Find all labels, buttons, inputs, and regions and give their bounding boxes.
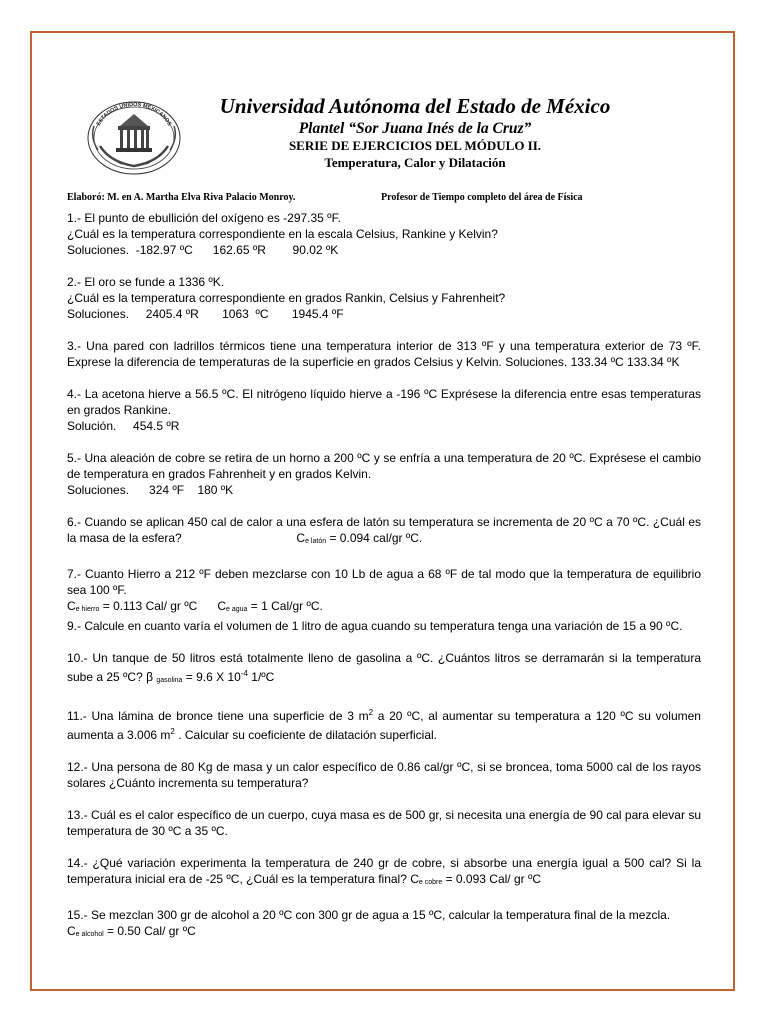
exercise-15	[67, 907, 701, 943]
author-elaboro: Elaboró: M. en A. Martha Elva Riva Palacio Monroy.	[67, 192, 296, 203]
exercise-11: 11.- Una lámina de bronce tiene una superficie de 3 $m^2$ a 20 ºC, al aumentar su temperatura a 120 ºC su volumen aumenta a 3.006 $m^2$ . Calcular su coeficiente de dilatación superficial.	[67, 708, 701, 742]
series-title: SERIE DE EJERCICIOS DEL MÓDULO II.	[288, 138, 542, 153]
university-title: Universidad Autónoma del Estado de México	[219, 94, 611, 118]
exercise-6-ce-sub: e latón	[305, 538, 327, 545]
exercise-6-ce-symbol: C	[296, 531, 306, 545]
exercise-5-solution: Soluciones. 324 ºF 180 ºK	[67, 483, 234, 497]
exercise-15-statement: 15.- Se mezclan 300 gr de alcohol a 20 ºC con 300 gr de agua a 15 ºC, calcular la temperatura final de la mezcla.	[67, 908, 671, 922]
exercise-6-ce-value: = 0.094 cal/gr ºC.	[329, 531, 423, 545]
exercise-6-statement: 6.- Cuando se aplican 450 cal de calor a una esfera de latón su temperatura se incrementa de 20 ºC a 70 ºC. ¿Cuál es la masa de la esfera?	[67, 515, 701, 545]
exercise-1-question: ¿Cuál es la temperatura correspondiente en la escala Celsius, Rankine y Kelvin?	[67, 227, 498, 241]
exercise-2-question: ¿Cuál es la temperatura correspondiente en grados Rankin, Celsius y Fahrenheit?	[67, 291, 506, 305]
topic-title: Temperatura, Calor y Dilatación	[324, 155, 506, 170]
exercise-5-statement: 5.- Una aleación de cobre se retira de un horno a 200 ºC y se enfría a una temperatura de 20 ºC. Exprésese el cambio de temperatura en grados Fahrenheit y en grados Kelvin.	[67, 451, 701, 481]
author-profesor: Profesor de Tiempo completo del área de Física	[381, 192, 583, 203]
exercise-14: 14.- ¿Qué variación experimenta la temperatura de 240 gr de cobre, si absorbe una energía igual a 500 cal? Si la temperatura inicial era de -25 ºC, ¿Cuál es la temperatura final? $C_{e cobre} = 0.093$ Cal/ gr ºC	[67, 856, 701, 886]
exercise-1	[67, 210, 701, 258]
exercise-7-constants: $C_{e hierro} = 0.113$ Cal/ gr ºC $C_{e agua} = 1$ Cal/gr ºC.	[67, 599, 323, 613]
university-seal-icon	[80, 96, 188, 176]
exercise-12: 12.- Una persona de 80 Kg de masa y un calor específico de 0.86 cal/gr ºC, si se broncea, toma 5000 cal de los rayos solares ¿Cuánto incrementa su temperatura?	[67, 760, 701, 790]
exercise-2	[67, 274, 701, 322]
exercise-2-solution: Soluciones. 2405.4 ºR 1063 ºC 1945.4 ºF	[67, 307, 344, 321]
exercise-9: 9.- Calcule en cuanto varía el volumen de 1 litro de agua cuando su temperatura tenga una variación de 15 a 90 ºC.	[67, 619, 683, 633]
seal-text: ESTADOS UNIDOS MEXICANOS	[95, 101, 173, 128]
exercise-4	[67, 386, 701, 434]
exercise-2-statement: 2.- El oro se funde a 1336 ºK.	[67, 275, 225, 289]
plantel-title: Plantel “Sor Juana Inés de la Cruz”	[298, 120, 532, 137]
exercise-7	[67, 566, 701, 618]
exercise-4-solution: Solución. 454.5 ºR	[67, 419, 180, 433]
exercise-10: 10.- Un tanque de 50 litros está totalmente lleno de gasolina a ºC. ¿Cuántos litros se derramarán si la temperatura sube a 25 ºC? β $_{gasolina}$ = 9.6 X $10^{-4}$ 1/ºC	[67, 651, 701, 684]
exercise-13: 13.- Cuál es el calor específico de un cuerpo, cuya masa es de 500 gr, si necesita una energía de 90 cal para elevar su temperatura de 30 ºC a 35 ºC.	[67, 808, 701, 838]
exercise-5	[67, 450, 701, 498]
exercise-3: 3.- Una pared con ladrillos térmicos tiene una temperatura interior de 313 ºF y una temperatura exterior de 73 ºF. Exprese la diferencia de temperaturas de la superficie en grados Celsius y Kelvin. Soluciones. 133.34 ºC 133.34 ºK	[67, 339, 701, 369]
exercise-6	[67, 514, 701, 550]
exercise-1-statement: 1.- El punto de ebullición del oxígeno es -297.35 ºF.	[67, 211, 341, 225]
exercise-1-solution: Soluciones. -182.97 ºC 162.65 ºR 90.02 ºK	[67, 243, 339, 257]
exercise-4-statement: 4.- La acetona hierve a 56.5 ºC. El nitrógeno líquido hierve a -196 ºC Exprésese la diferencia entre esas temperaturas en grados Rankine.	[67, 387, 701, 417]
exercise-7-statement: 7.- Cuanto Hierro a 212 ºF deben mezclarse con 10 Lb de agua a 68 ºF de tal modo que la temperatura de equilibrio sea 100 ºF.	[67, 567, 701, 597]
document-header	[190, 92, 640, 171]
exercise-list	[67, 210, 701, 959]
exercise-15-ce: $C_{e alcohol} = 0.50$ Cal/ gr ºC	[67, 924, 196, 938]
